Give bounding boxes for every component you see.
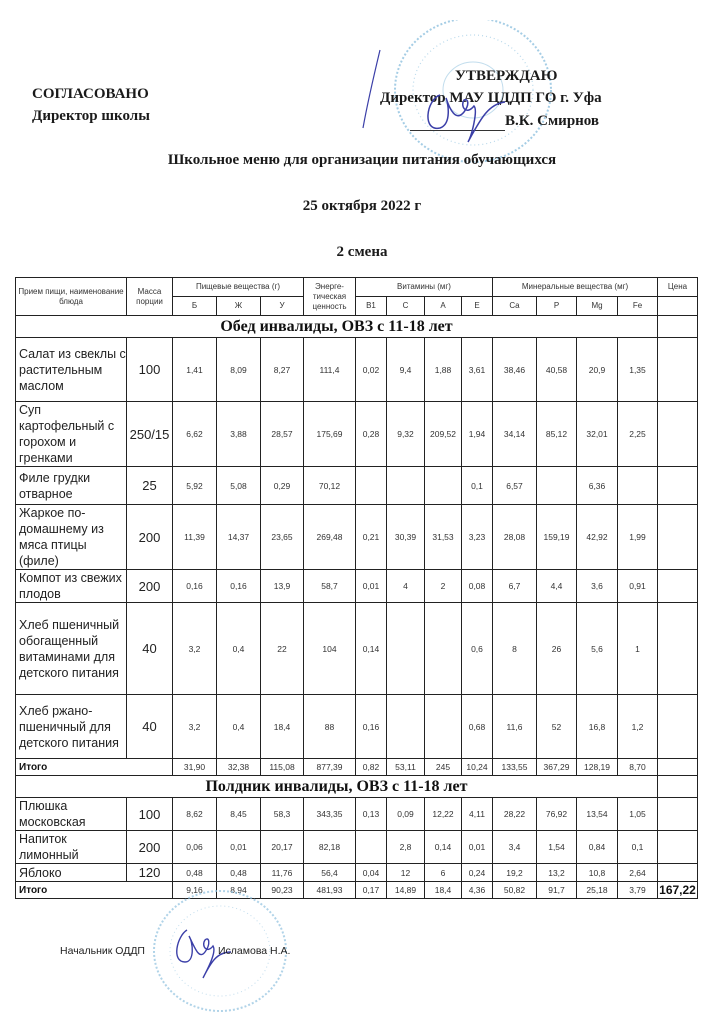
cell-b1: 0,02 xyxy=(356,338,387,402)
section-header-row xyxy=(16,776,698,798)
cell-fat: 14,37 xyxy=(217,505,261,570)
cell-fe: 2,25 xyxy=(618,402,658,467)
dish-mass: 40 xyxy=(127,695,173,759)
cell-mg: 20,9 xyxy=(577,338,618,402)
cell-protein: 0,16 xyxy=(173,570,217,603)
header-fe: Fe xyxy=(618,297,658,316)
cell-b1 xyxy=(356,831,387,864)
footer-name: Исламова Н.А. xyxy=(218,945,291,957)
total-c: 14,89 xyxy=(387,882,425,899)
total-a: 18,4 xyxy=(425,882,462,899)
cell-p: 85,12 xyxy=(537,402,577,467)
header-price: Цена xyxy=(658,278,698,297)
approve-name: В.К. Смирнов xyxy=(505,113,600,129)
cell-a xyxy=(425,467,462,505)
header-minerals: Минеральные вещества (мг) xyxy=(493,278,658,297)
cell-ca: 6,57 xyxy=(493,467,537,505)
header-e: Е xyxy=(462,297,493,316)
cell-ca: 19,2 xyxy=(493,864,537,882)
total-p: 367,29 xyxy=(537,759,577,776)
header-mg: Mg xyxy=(577,297,618,316)
total-price xyxy=(658,759,698,776)
table-row xyxy=(16,831,698,864)
cell-p xyxy=(537,467,577,505)
cell-carbs: 8,27 xyxy=(261,338,304,402)
total-b1: 0,82 xyxy=(356,759,387,776)
cell-c xyxy=(387,695,425,759)
cell-e: 0,24 xyxy=(462,864,493,882)
cell-fe: 0,91 xyxy=(618,570,658,603)
cell-fat: 5,08 xyxy=(217,467,261,505)
cell-fat: 0,4 xyxy=(217,695,261,759)
total-row xyxy=(16,759,698,776)
total-fat: 32,38 xyxy=(217,759,261,776)
cell-ca: 6,7 xyxy=(493,570,537,603)
total-e: 4,36 xyxy=(462,882,493,899)
cell-ca: 38,46 xyxy=(493,338,537,402)
dish-name: Салат из свеклы с растительным маслом xyxy=(16,338,127,402)
cell-a: 6 xyxy=(425,864,462,882)
cell-price xyxy=(658,570,698,603)
cell-mg: 6,36 xyxy=(577,467,618,505)
cell-b1 xyxy=(356,467,387,505)
cell-c: 4 xyxy=(387,570,425,603)
approve-role: Директор МАУ ЦДДП ГО г. Уфа xyxy=(380,90,602,106)
cell-p: 159,19 xyxy=(537,505,577,570)
header-energy: Энерге-тическая ценность xyxy=(304,278,356,316)
cell-energy: 70,12 xyxy=(304,467,356,505)
cell-mg: 32,01 xyxy=(577,402,618,467)
cell-b1: 0,16 xyxy=(356,695,387,759)
cell-p: 52 xyxy=(537,695,577,759)
cell-c xyxy=(387,603,425,695)
cell-ca: 28,08 xyxy=(493,505,537,570)
cell-price xyxy=(658,505,698,570)
cell-p: 13,2 xyxy=(537,864,577,882)
cell-p: 40,58 xyxy=(537,338,577,402)
menu-table xyxy=(15,277,698,899)
header-protein: Б xyxy=(173,297,217,316)
total-mg: 128,19 xyxy=(577,759,618,776)
dish-name: Хлеб пшеничный обогащенный витаминами для детского питания xyxy=(16,603,127,695)
cell-a: 209,52 xyxy=(425,402,462,467)
dish-name: Компот из свежих плодов xyxy=(16,570,127,603)
cell-e: 1,94 xyxy=(462,402,493,467)
cell-p: 4,4 xyxy=(537,570,577,603)
signature-line xyxy=(410,130,505,131)
cell-fat: 0,48 xyxy=(217,864,261,882)
cell-mg: 0,84 xyxy=(577,831,618,864)
cell-energy: 104 xyxy=(304,603,356,695)
table-body xyxy=(16,316,698,899)
table-row xyxy=(16,570,698,603)
total-price: 167,22 xyxy=(659,883,696,897)
header-ca: Ca xyxy=(493,297,537,316)
cell-e: 0,01 xyxy=(462,831,493,864)
dish-mass: 250/15 xyxy=(127,402,173,467)
document-title: Школьное меню для организации питания обучающихся xyxy=(167,152,557,168)
cell-carbs: 22 xyxy=(261,603,304,695)
cell-protein: 8,62 xyxy=(173,798,217,831)
total-carbs: 115,08 xyxy=(261,759,304,776)
dish-mass: 100 xyxy=(127,338,173,402)
total-energy: 481,93 xyxy=(304,882,356,899)
dish-mass: 200 xyxy=(127,570,173,603)
cell-fat: 8,45 xyxy=(217,798,261,831)
cell-fe: 1,2 xyxy=(618,695,658,759)
table-row xyxy=(16,603,698,695)
cell-energy: 175,69 xyxy=(304,402,356,467)
cell-energy: 56,4 xyxy=(304,864,356,882)
total-carbs: 90,23 xyxy=(261,882,304,899)
cell-carbs: 13,9 xyxy=(261,570,304,603)
table-row xyxy=(16,798,698,831)
cell-protein: 3,2 xyxy=(173,695,217,759)
cell-energy: 82,18 xyxy=(304,831,356,864)
cell-carbs: 23,65 xyxy=(261,505,304,570)
dish-name: Напиток лимонный xyxy=(16,831,127,864)
dish-name: Плюшка московская xyxy=(16,798,127,831)
cell-c: 12 xyxy=(387,864,425,882)
cell-c: 30,39 xyxy=(387,505,425,570)
cell-b1: 0,14 xyxy=(356,603,387,695)
header-c: С xyxy=(387,297,425,316)
total-e: 10,24 xyxy=(462,759,493,776)
cell-c: 0,09 xyxy=(387,798,425,831)
cell-energy: 88 xyxy=(304,695,356,759)
header-vitamins: Витамины (мг) xyxy=(356,278,493,297)
cell-energy: 58,7 xyxy=(304,570,356,603)
cell-protein: 5,92 xyxy=(173,467,217,505)
cell-mg: 42,92 xyxy=(577,505,618,570)
header-nutrients: Пищевые вещества (г) xyxy=(173,278,304,297)
total-protein: 9,16 xyxy=(173,882,217,899)
cell-a: 1,88 xyxy=(425,338,462,402)
document-date: 25 октября 2022 г xyxy=(302,198,422,214)
total-label: Итого xyxy=(16,882,173,899)
header-fat: Ж xyxy=(217,297,261,316)
cell-carbs: 0,29 xyxy=(261,467,304,505)
total-b1: 0,17 xyxy=(356,882,387,899)
cell-a: 12,22 xyxy=(425,798,462,831)
cell-a: 0,14 xyxy=(425,831,462,864)
agreed-title: СОГЛАСОВАНО xyxy=(32,86,149,102)
cell-price xyxy=(658,695,698,759)
cell-carbs: 58,3 xyxy=(261,798,304,831)
cell-fe: 1,35 xyxy=(618,338,658,402)
cell-ca: 3,4 xyxy=(493,831,537,864)
dish-mass: 100 xyxy=(127,798,173,831)
header-a: А xyxy=(425,297,462,316)
dish-mass: 200 xyxy=(127,505,173,570)
table-row xyxy=(16,467,698,505)
table-row xyxy=(16,338,698,402)
cell-p: 76,92 xyxy=(537,798,577,831)
cell-a xyxy=(425,695,462,759)
header-meal: Прием пищи, наименование блюда xyxy=(16,278,127,316)
total-label: Итого xyxy=(16,759,173,776)
header-mass: Масса порции xyxy=(127,278,173,316)
total-a: 245 xyxy=(425,759,462,776)
cell-carbs: 20,17 xyxy=(261,831,304,864)
dish-mass: 120 xyxy=(127,864,173,882)
agreed-role: Директор школы xyxy=(32,108,150,124)
cell-b1: 0,28 xyxy=(356,402,387,467)
dish-name: Жаркое по-домашнему из мяса птицы (филе) xyxy=(16,505,127,570)
table-row xyxy=(16,864,698,882)
dish-name: Хлеб ржано-пшеничный для детского питания xyxy=(16,695,127,759)
total-ca: 50,82 xyxy=(493,882,537,899)
total-mg: 25,18 xyxy=(577,882,618,899)
cell-mg: 13,54 xyxy=(577,798,618,831)
cell-price xyxy=(658,798,698,831)
dish-mass: 40 xyxy=(127,603,173,695)
cell-e: 4,11 xyxy=(462,798,493,831)
total-row xyxy=(16,882,698,899)
cell-c xyxy=(387,467,425,505)
cell-price xyxy=(658,467,698,505)
cell-b1: 0,04 xyxy=(356,864,387,882)
total-c: 53,11 xyxy=(387,759,425,776)
header-carbs: У xyxy=(261,297,304,316)
table-row xyxy=(16,695,698,759)
cell-fe: 0,1 xyxy=(618,831,658,864)
cell-ca: 28,22 xyxy=(493,798,537,831)
cell-mg: 5,6 xyxy=(577,603,618,695)
cell-protein: 1,41 xyxy=(173,338,217,402)
dish-mass: 25 xyxy=(127,467,173,505)
cell-energy: 111,4 xyxy=(304,338,356,402)
cell-fe: 1,99 xyxy=(618,505,658,570)
cell-e: 0,6 xyxy=(462,603,493,695)
cell-fat: 0,01 xyxy=(217,831,261,864)
cell-price xyxy=(658,831,698,864)
cell-e: 0,68 xyxy=(462,695,493,759)
total-ca: 133,55 xyxy=(493,759,537,776)
cell-price xyxy=(658,402,698,467)
cell-protein: 11,39 xyxy=(173,505,217,570)
cell-e: 0,08 xyxy=(462,570,493,603)
cell-fat: 3,88 xyxy=(217,402,261,467)
section-price-cell xyxy=(658,776,698,798)
cell-carbs: 18,4 xyxy=(261,695,304,759)
section-price-cell xyxy=(658,316,698,338)
approve-title: УТВЕРЖДАЮ xyxy=(455,68,558,84)
section-title: Полдник инвалиды, ОВЗ с 11-18 лет xyxy=(16,776,658,798)
cell-p: 26 xyxy=(537,603,577,695)
cell-e: 0,1 xyxy=(462,467,493,505)
cell-ca: 34,14 xyxy=(493,402,537,467)
cell-fe: 1,05 xyxy=(618,798,658,831)
cell-fat: 8,09 xyxy=(217,338,261,402)
header-p: P xyxy=(537,297,577,316)
cell-protein: 3,2 xyxy=(173,603,217,695)
total-protein: 31,90 xyxy=(173,759,217,776)
cell-mg: 16,8 xyxy=(577,695,618,759)
cell-price xyxy=(658,864,698,882)
dish-name: Филе грудки отварное xyxy=(16,467,127,505)
header-price-empty xyxy=(658,297,698,316)
cell-carbs: 11,76 xyxy=(261,864,304,882)
cell-carbs: 28,57 xyxy=(261,402,304,467)
cell-fe xyxy=(618,467,658,505)
dish-name: Яблоко xyxy=(16,864,127,882)
section-title: Обед инвалиды, ОВЗ с 11-18 лет xyxy=(16,316,658,338)
total-energy: 877,39 xyxy=(304,759,356,776)
cell-protein: 6,62 xyxy=(173,402,217,467)
cell-price xyxy=(658,603,698,695)
cell-mg: 3,6 xyxy=(577,570,618,603)
cell-energy: 269,48 xyxy=(304,505,356,570)
cell-fat: 0,4 xyxy=(217,603,261,695)
section-header-row xyxy=(16,316,698,338)
total-fat: 8,94 xyxy=(217,882,261,899)
cell-protein: 0,48 xyxy=(173,864,217,882)
cell-c: 9,32 xyxy=(387,402,425,467)
cell-e: 3,61 xyxy=(462,338,493,402)
cell-a: 2 xyxy=(425,570,462,603)
cell-ca: 11,6 xyxy=(493,695,537,759)
table-row xyxy=(16,505,698,570)
footer-position: Начальник ОДДП xyxy=(60,945,145,957)
cell-mg: 10,8 xyxy=(577,864,618,882)
dish-name: Суп картофельный с горохом и гренками xyxy=(16,402,127,467)
cell-b1: 0,01 xyxy=(356,570,387,603)
header-b1: В1 xyxy=(356,297,387,316)
cell-fat: 0,16 xyxy=(217,570,261,603)
table-row xyxy=(16,402,698,467)
document-shift: 2 смена xyxy=(336,244,388,260)
cell-fe: 2,64 xyxy=(618,864,658,882)
cell-b1: 0,21 xyxy=(356,505,387,570)
cell-a xyxy=(425,603,462,695)
cell-b1: 0,13 xyxy=(356,798,387,831)
total-fe: 3,79 xyxy=(618,882,658,899)
cell-a: 31,53 xyxy=(425,505,462,570)
cell-protein: 0,06 xyxy=(173,831,217,864)
total-p: 91,7 xyxy=(537,882,577,899)
cell-price xyxy=(658,338,698,402)
cell-ca: 8 xyxy=(493,603,537,695)
cell-energy: 343,35 xyxy=(304,798,356,831)
cell-e: 3,23 xyxy=(462,505,493,570)
cell-c: 9,4 xyxy=(387,338,425,402)
total-fe: 8,70 xyxy=(618,759,658,776)
dish-mass: 200 xyxy=(127,831,173,864)
cell-c: 2,8 xyxy=(387,831,425,864)
cell-fe: 1 xyxy=(618,603,658,695)
cell-p: 1,54 xyxy=(537,831,577,864)
